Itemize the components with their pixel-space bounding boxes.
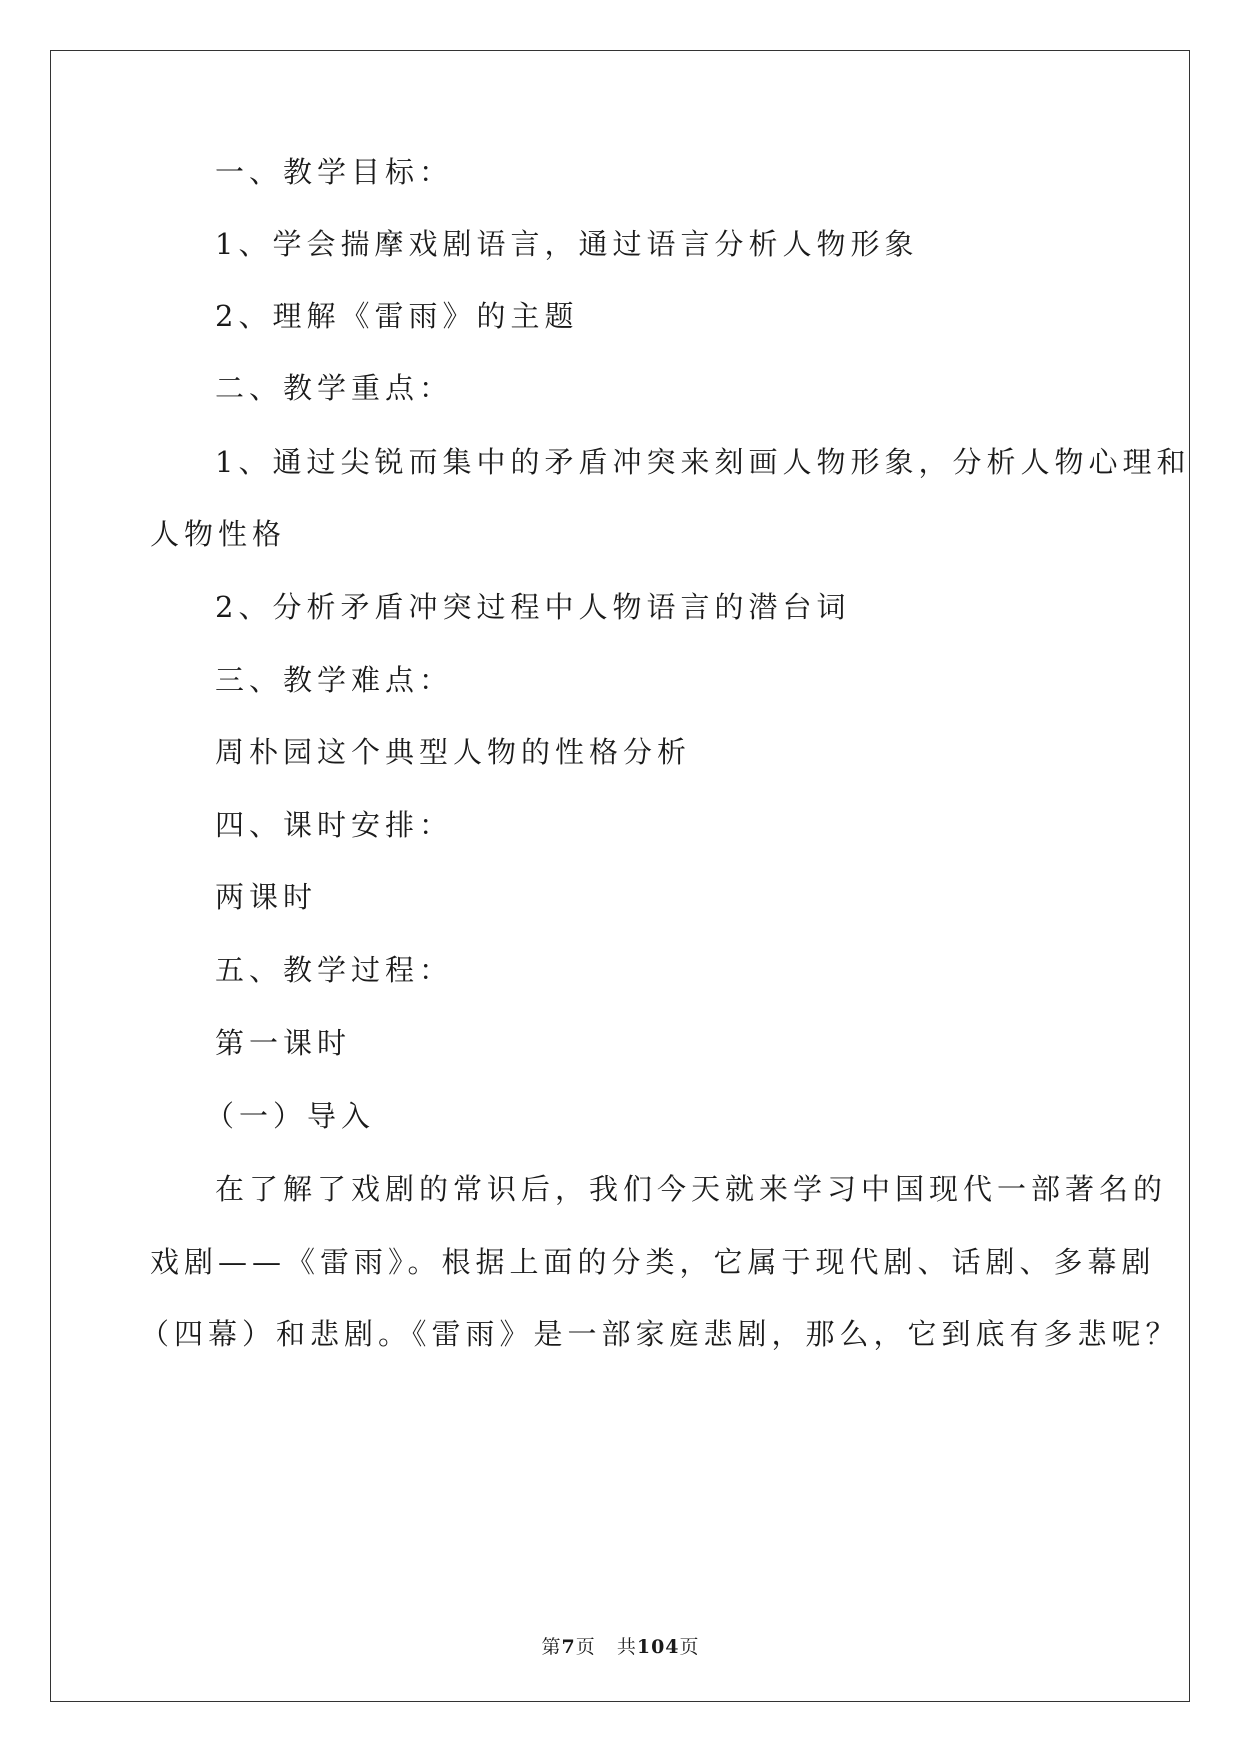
body-paragraph-line-2: 戏剧——《雷雨》。根据上面的分类，它属于现代剧、话剧、多幕剧 (150, 1245, 1156, 1279)
footer-total-prefix: 共 (616, 1636, 637, 1658)
objective-item-2: 2、理解《雷雨》的主题 (215, 299, 579, 333)
objective-item-1: 1、学会揣摩戏剧语言，通过语言分析人物形象 (215, 227, 919, 261)
section-heading-key-points: 二、教学重点： (215, 371, 454, 405)
current-page-number: 7 (561, 1636, 576, 1658)
body-paragraph-line-1: 在了解了戏剧的常识后，我们今天就来学习中国现代一部著名的 (215, 1172, 1168, 1206)
body-paragraph-line-3: （四幕）和悲剧。《雷雨》是一部家庭悲剧，那么，它到底有多悲呢？ (140, 1317, 1180, 1351)
footer-total-suffix: 页 (679, 1636, 700, 1658)
section-heading-process: 五、教学过程： (215, 953, 454, 987)
total-page-count: 104 (636, 1636, 680, 1658)
key-point-item-1-continued: 人物性格 (150, 517, 287, 551)
lesson-one-heading: 第一课时 (215, 1026, 352, 1060)
section-heading-schedule: 四、课时安排： (215, 808, 454, 842)
footer-prefix: 第 (541, 1636, 562, 1658)
key-point-item-1: 1、通过尖锐而集中的矛盾冲突来刻画人物形象，分析人物心理和 (215, 445, 1191, 479)
page-number-footer (0, 1632, 1241, 1659)
page-border (50, 50, 1190, 1702)
section-heading-objectives: 一、教学目标： (215, 155, 454, 189)
introduction-heading: （一）导入 (205, 1099, 376, 1133)
footer-page-word: 页 (575, 1636, 596, 1658)
difficulty-item: 周朴园这个典型人物的性格分析 (215, 735, 692, 769)
section-heading-difficulties: 三、教学难点： (215, 663, 454, 697)
key-point-item-2: 2、分析矛盾冲突过程中人物语言的潜台词 (215, 590, 851, 624)
schedule-text: 两课时 (215, 880, 318, 914)
